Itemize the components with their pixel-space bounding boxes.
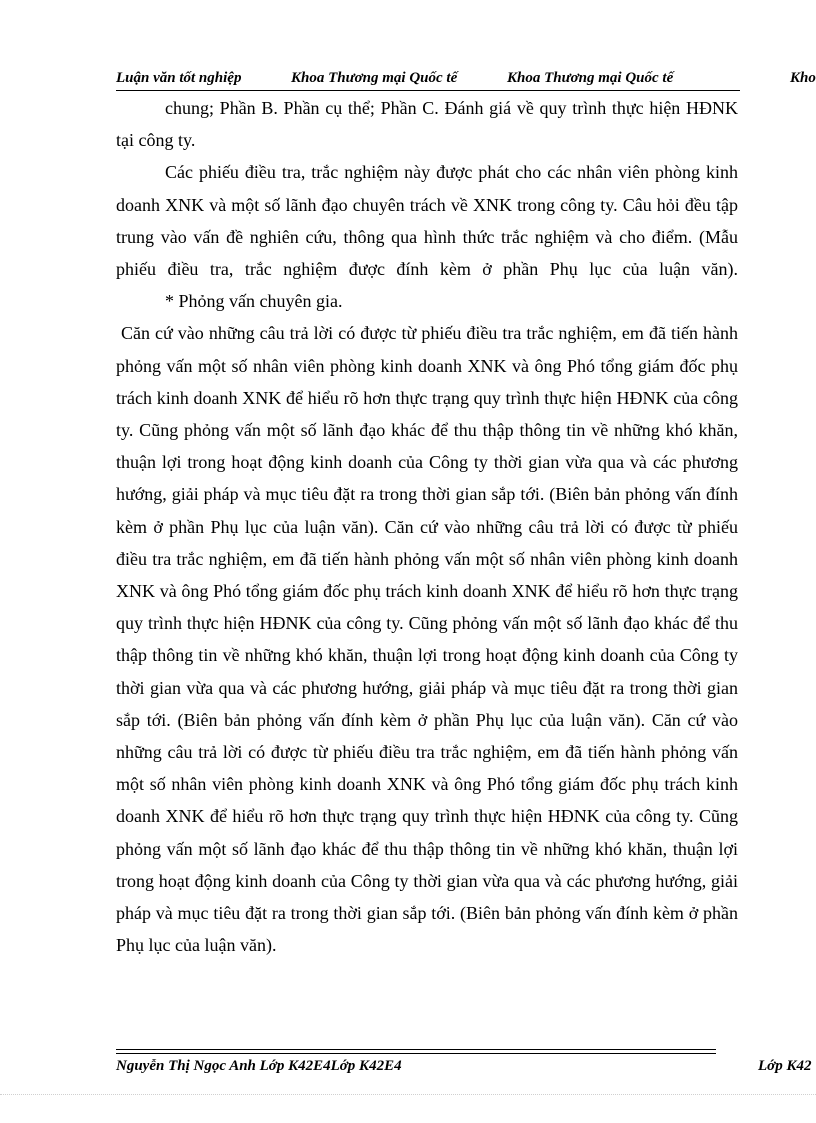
header-faculty-label-3: Kho [790, 70, 816, 86]
page-break-line [0, 1094, 816, 1095]
footer-divider-top [116, 1049, 716, 1050]
header-thesis-label: Luận văn tốt nghiệp [116, 70, 242, 86]
footer-class-label: Lớp K42 [758, 1058, 812, 1074]
paragraph-expert-interview-body: Căn cứ vào những câu trả lời có được từ phiếu điều tra trắc nghiệm, em đã tiến hành phỏng vấn một số nhân viên phòng kinh doanh XNK và ông Phó tổng giám đốc phụ trách kinh doanh XNK để hiểu rõ hơn thực trạng quy trình thực hiện HĐNK của công ty. Cũng phỏng vấn một số lãnh đạo khác để thu thập thông tin về những khó khăn, thuận lợi trong hoạt động kinh doanh của Công ty thời gian vừa qua và các phương hướng, giải pháp và mục tiêu đặt ra trong thời gian sắp tới. (Biên bản phỏng vấn đính kèm ở phần Phụ lục của luận văn). Căn cứ vào những câu trả lời có được từ phiếu điều tra trắc nghiệm, em đã tiến hành phỏng vấn một số nhân viên phòng kinh doanh XNK và ông Phó tổng giám đốc phụ trách kinh doanh XNK để hiểu rõ hơn thực trạng quy trình thực hiện HĐNK của công ty. Cũng phỏng vấn một số lãnh đạo khác để thu thập thông tin về những khó khăn, thuận lợi trong hoạt động kinh doanh của Công ty thời gian vừa qua và các phương hướng, giải pháp và mục tiêu đặt ra trong thời gian sắp tới. (Biên bản phỏng vấn đính kèm ở phần Phụ lục của luận văn). Căn cứ vào những câu trả lời có được từ phiếu điều tra trắc nghiệm, em đã tiến hành phỏng vấn một số nhân viên phòng kinh doanh XNK và ông Phó tổng giám đốc phụ trách kinh doanh XNK để hiểu rõ hơn thực trạng quy trình thực hiện HĐNK của công ty. Cũng phỏng vấn một số lãnh đạo khác để thu thập thông tin về những khó khăn, thuận lợi trong hoạt động kinh doanh của Công ty thời gian vừa qua và các phương hướng, giải pháp và mục tiêu đặt ra trong thời gian sắp tới. (Biên bản phỏng vấn đính kèm ở phần Phụ lục của luận văn). [116, 323, 738, 956]
header-faculty-label-2: Khoa Thương mại Quốc tế [507, 70, 674, 86]
page-footer [116, 1058, 816, 1078]
paragraph-expert-interview-heading: * Phỏng vấn chuyên gia. [165, 291, 343, 312]
footer-divider-bottom [116, 1053, 716, 1054]
paragraph-survey-description: Các phiếu điều tra, trắc nghiệm này được phát cho các nhân viên phòng kinh doanh XNK và một số lãnh đạo chuyên trách về XNK trong công ty. Câu hỏi đều tập trung vào vấn đề nghiên cứu, thông qua hình thức trắc nghiệm và cho điểm. (Mẫu phiếu điều tra, trắc nghiệm được đính kèm ở phần Phụ lục của luận văn). [116, 162, 738, 280]
document-body [116, 92, 738, 961]
page-header [116, 70, 816, 90]
footer-author-label: Nguyễn Thị Ngọc Anh Lớp K42E4Lớp K42E4 [116, 1058, 402, 1074]
paragraph-survey-parts: chung; Phần B. Phần cụ thể; Phần C. Đánh giá về quy trình thực hiện HĐNK tại công ty. [116, 98, 738, 151]
header-divider [116, 90, 740, 91]
header-faculty-label-1: Khoa Thương mại Quốc tế [291, 70, 458, 86]
